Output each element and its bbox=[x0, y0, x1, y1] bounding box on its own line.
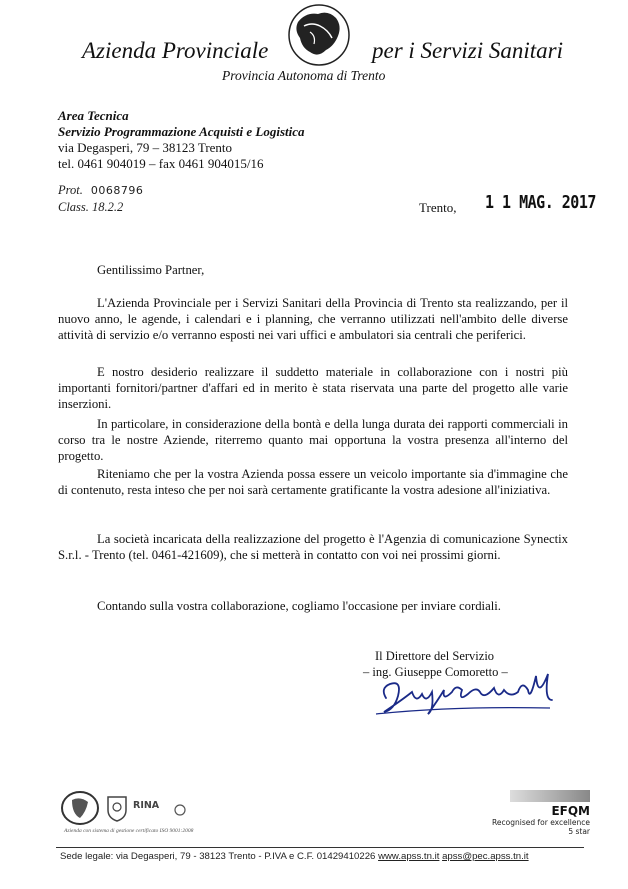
org-name-right: per i Servizi Sanitari bbox=[372, 38, 564, 63]
letter-paragraph-1 bbox=[58, 295, 568, 344]
org-subtitle: Provincia Autonoma di Trento bbox=[222, 68, 386, 83]
footer-pec-link[interactable]: apss@pec.apss.tn.it bbox=[442, 851, 529, 862]
paragraph-text: Riteniamo che per la vostra Azienda possa essere un veicolo importante sia d'immagine che di contenuto, resta inteso che per noi sarà certamente gratificante la vostra adesione all'iniziativa. bbox=[58, 467, 568, 498]
efqm-bar bbox=[510, 790, 590, 802]
letter-paragraph-5 bbox=[58, 531, 568, 563]
footer-website-link[interactable]: www.apss.tn.it bbox=[378, 851, 440, 862]
letter-paragraph-4 bbox=[58, 466, 568, 498]
paragraph-text: In particolare, in considerazione della bontà e della lunga durata dei rapporti commerciali in corso tra le nostre Aziende, riterremo quanto mai opportuna la vostra presenza all'interno del progetto. bbox=[58, 417, 568, 464]
certification-caption: Azienda con sistema di gestione certificato ISO 9001:2008 bbox=[64, 828, 194, 834]
date-stamp: 1 1 MAG. 2017 bbox=[485, 191, 596, 213]
footer-divider bbox=[56, 847, 584, 848]
accreditation-shield-icon bbox=[105, 794, 129, 822]
protocol-block bbox=[58, 182, 143, 215]
sender-address: via Degasperi, 79 – 38123 Trento bbox=[58, 140, 233, 155]
letter-paragraph-3 bbox=[58, 416, 568, 465]
trentino-map-globe-icon bbox=[284, 2, 354, 68]
paragraph-text: L'Azienda Provinciale per i Servizi Sanitari della Provincia di Trento sta realizzando, per il nuovo anno, le agende, i calendari e i planning, che verranno utilizzati nell'ambito delle diverse attività di servizio e/o verranno esposti nei vari uffici e ambulatori sia centrali che periferici. bbox=[58, 296, 568, 343]
footer bbox=[60, 851, 529, 862]
certification-seal-icon bbox=[60, 790, 100, 826]
sender-phone: tel. 0461 904019 – fax 0461 904015/16 bbox=[58, 156, 264, 171]
class-label: Class. 18.2.2 bbox=[58, 200, 124, 214]
org-name-left: Azienda Provinciale bbox=[82, 38, 269, 63]
efqm-name: EFQM bbox=[551, 804, 590, 818]
letter-closing bbox=[58, 598, 568, 614]
greeting: Gentilissimo Partner, bbox=[97, 263, 205, 277]
paragraph-text: La società incaricata della realizzazione del progetto è l'Agenzia di comunicazione Synectix S.r.l. - Trento (tel. 0461-421609), che si metterà in contatto con voi nei prossimi giorni. bbox=[58, 532, 568, 563]
iqnet-badge-icon bbox=[174, 800, 186, 820]
sender-area: Area Tecnica bbox=[58, 108, 129, 123]
efqm-logo bbox=[480, 790, 590, 836]
signer-title: Il Direttore del Servizio bbox=[375, 649, 495, 663]
prot-number: 0068796 bbox=[90, 184, 144, 197]
signer-name: – ing. Giuseppe Comoretto – bbox=[363, 665, 508, 679]
letter-paragraph-2 bbox=[58, 364, 568, 413]
efqm-recognition: Recognised for excellence bbox=[492, 818, 590, 827]
closing-text: Contando sulla vostra collaborazione, cogliamo l'occasione per inviare cordiali. bbox=[97, 599, 501, 613]
footer-legal: Sede legale: via Degasperi, 79 - 38123 Trento - P.IVA e C.F. 01429410226 bbox=[60, 851, 376, 862]
paragraph-text: E nostro desiderio realizzare il suddetto materiale in collaborazione con i nostri più importanti fornitori/partner d'affari ed in merito è stata riservata una parte del progetto alle varie inserzioni. bbox=[58, 365, 568, 412]
handwritten-signature bbox=[372, 670, 572, 716]
date-place: Trento, bbox=[419, 200, 457, 215]
sender-block bbox=[58, 108, 305, 172]
rina-logo: RINA bbox=[133, 800, 160, 811]
efqm-stars: 5 star bbox=[568, 827, 590, 836]
sender-service: Servizio Programmazione Acquisti e Logistica bbox=[58, 124, 305, 139]
prot-label: Prot. bbox=[58, 183, 83, 197]
